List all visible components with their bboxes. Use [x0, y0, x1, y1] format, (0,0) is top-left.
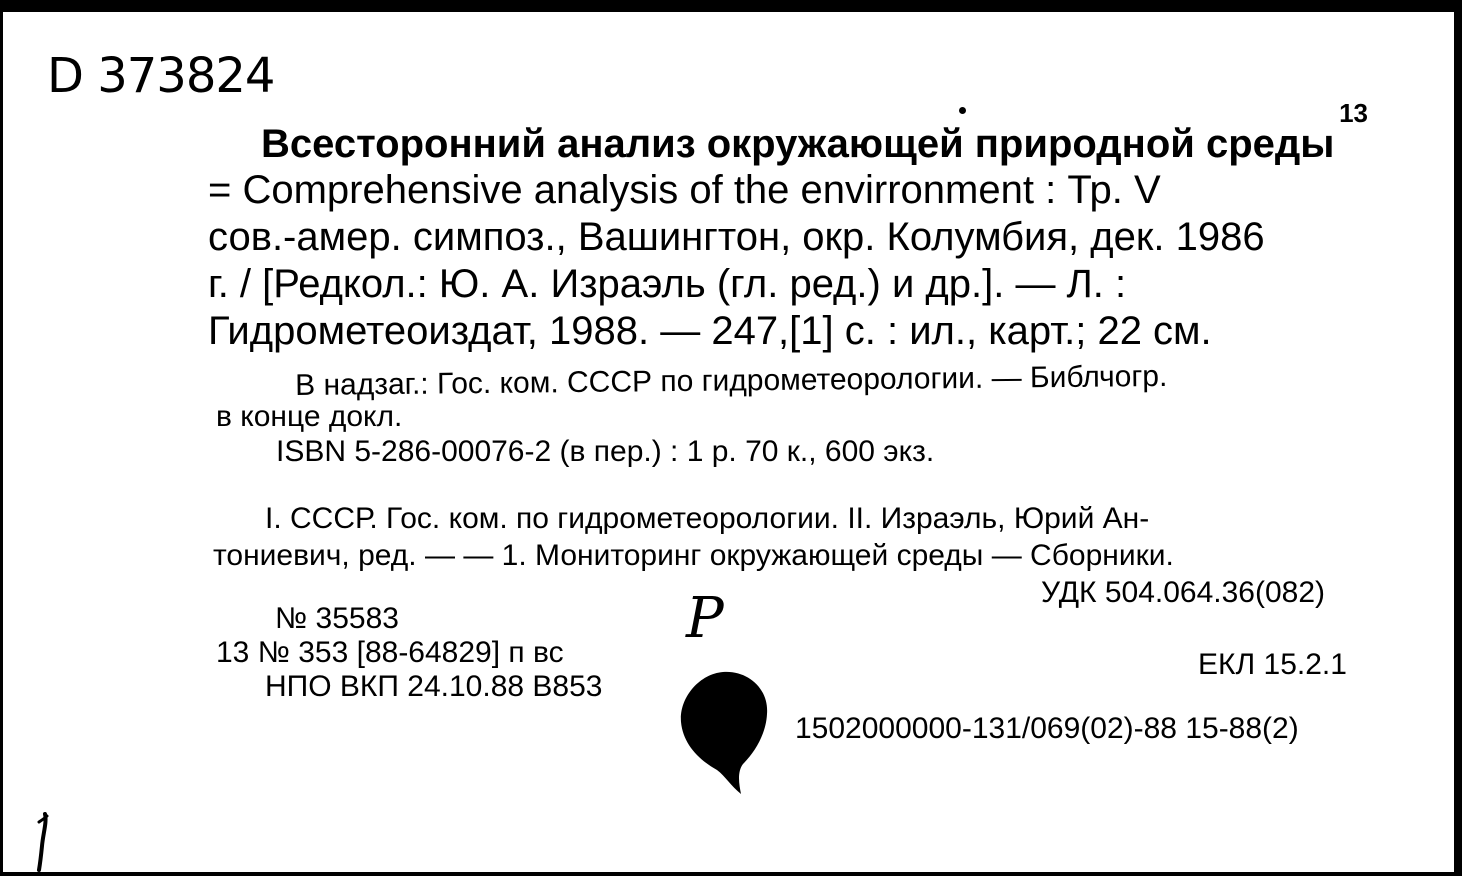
npo-line: НПО ВКП 24.10.88 В853: [265, 670, 603, 703]
subject-line-1: I. СССР. Гос. ком. по гидрометеорологии. II. Израэль, Юрий Ан-: [265, 502, 1150, 535]
card-number: № 35583: [275, 602, 399, 635]
title-line-2: = Comprehensive analysis of the envirronment : Тр. V: [208, 168, 1161, 212]
pen-mark: [33, 812, 53, 872]
notes-line-2: в конце докл.: [216, 400, 403, 433]
ink-dot: [959, 107, 966, 114]
catalog-code: 1502000000-131/069(02)-88 15-88(2): [795, 712, 1299, 745]
isbn-line: ISBN 5-286-00076-2 (в пер.) : 1 р. 70 к., 600 экз.: [276, 435, 935, 468]
title-line-5: Гидрометеоиздат, 1988. — 247,[1] с. : ил., карт.; 22 см.: [208, 309, 1212, 353]
handwritten-mark: P: [686, 586, 724, 651]
ekl-code: ЕКЛ 15.2.1: [1198, 648, 1347, 681]
notes-line-1: В надзаг.: Гос. ком. СССР по гидрометеорологии. — Библчогр.: [295, 359, 1168, 402]
ink-blot: [677, 668, 771, 796]
subject-line-2: тониевич, ред. — — 1. Мониторинг окружающей среды — Сборники.: [213, 539, 1174, 572]
call-number: D 373824: [47, 48, 275, 104]
order-line: 13 № 353 [88-64829] п вс: [216, 636, 564, 669]
title-line-1: Всесторонний анализ окружающей природной среды: [261, 122, 1335, 166]
corner-number: 13: [1339, 98, 1368, 128]
title-line-3: сов.-амер. симпоз., Вашингтон, окр. Колумбия, дек. 1986: [208, 215, 1265, 259]
title-line-4: г. / [Редкол.: Ю. А. Израэль (гл. ред.) и др.]. — Л. :: [208, 262, 1127, 306]
udk-code: УДК 504.064.36(082): [1041, 576, 1326, 609]
